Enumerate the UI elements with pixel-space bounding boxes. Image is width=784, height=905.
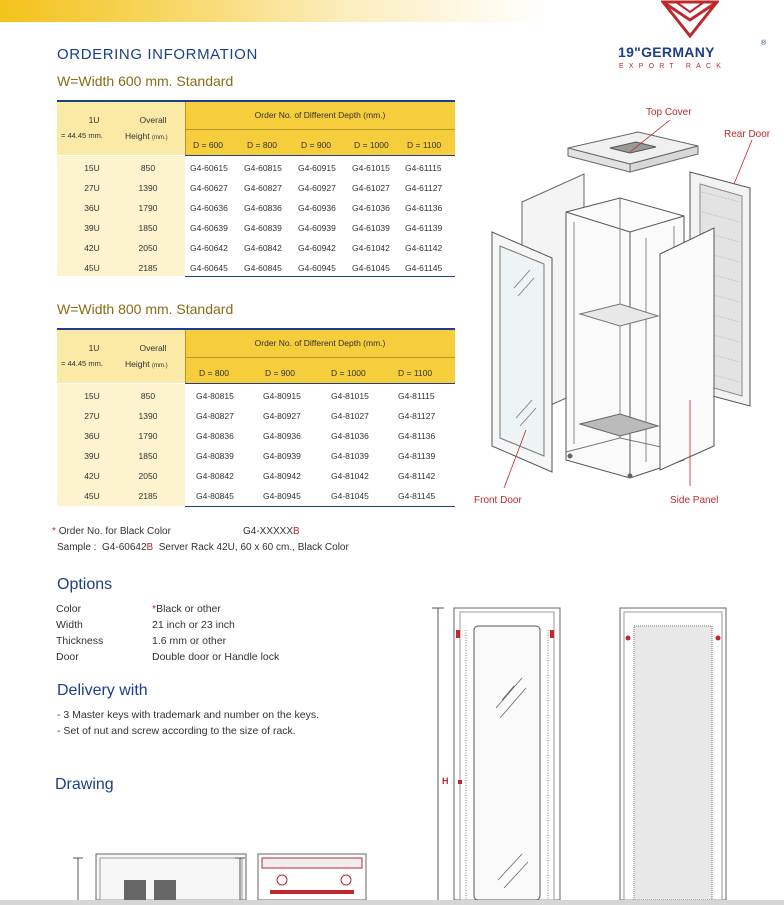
order-code: G4-61136 (405, 203, 443, 213)
front-elevation-icon (454, 608, 560, 900)
order-code: G4-60627 (190, 183, 228, 193)
row-u: 36U (84, 203, 100, 213)
order-code: G4-81039 (331, 451, 369, 461)
row-height: 2050 (138, 471, 158, 481)
black-color-code: G4-XXXXXB (243, 526, 300, 537)
order-code: G4-60639 (190, 223, 228, 233)
order-code: G4-60936 (298, 203, 336, 213)
rack-exploded-diagram (470, 100, 780, 520)
order-table-600 (57, 100, 455, 278)
order-code: G4-60942 (298, 243, 336, 253)
row-u: 39U (84, 223, 100, 233)
order-code: G4-81139 (398, 451, 436, 461)
row-u: 36U (84, 431, 100, 441)
black-color-note: * Order No. for Black Color (52, 526, 171, 537)
order-code: G4-60642 (190, 243, 228, 253)
order-code: G4-80942 (263, 471, 301, 481)
order-code: G4-61036 (352, 203, 390, 213)
option-value: Double door or Handle lock (152, 651, 280, 663)
order-code: G4-60945 (298, 263, 336, 273)
order-code: G4-81027 (331, 411, 369, 421)
rack-top-view-drawing (70, 852, 390, 900)
order-code: G4-81127 (398, 411, 436, 421)
order-code: G4-61015 (352, 163, 390, 173)
order-code: G4-80839 (196, 451, 234, 461)
depth-header: D = 1100 (407, 140, 442, 150)
delivery-title: Delivery with (57, 682, 148, 699)
order-code: G4-61027 (352, 183, 390, 193)
table800-title: W=Width 800 mm. Standard (57, 301, 234, 317)
order-code: G4-60915 (298, 163, 336, 173)
order-code: G4-81136 (398, 431, 436, 441)
row-u: 42U (84, 243, 100, 253)
order-code: G4-80915 (263, 391, 301, 401)
depth-header: D = 1100 (398, 368, 433, 378)
order-table-800 (57, 328, 455, 508)
order-code: G4-61039 (352, 223, 390, 233)
order-code: G4-60827 (244, 183, 282, 193)
logo-mark-icon (661, 0, 719, 40)
order-code: G4-60645 (190, 263, 228, 273)
front-door-icon (492, 232, 552, 472)
depth-header: D = 800 (247, 140, 278, 150)
bottom-edge-bar (0, 900, 784, 905)
order-code: G4-81115 (398, 391, 435, 401)
order-code: G4-61145 (405, 263, 443, 273)
option-label: Color (56, 603, 82, 615)
row-u: 45U (84, 263, 100, 273)
height-label: H (442, 776, 449, 786)
col-height-bottom: Height (mm.) (125, 131, 168, 141)
order-code: G4-60815 (244, 163, 282, 173)
row-u: 15U (84, 391, 100, 401)
order-code: G4-60615 (190, 163, 228, 173)
order-code: G4-80845 (196, 491, 234, 501)
page-title: ORDERING INFORMATION (57, 46, 258, 63)
option-value: 1.6 mm or other (152, 635, 227, 647)
order-code: G4-60939 (298, 223, 336, 233)
col-1u-top: 1U (88, 115, 100, 125)
depth-header: D = 900 (265, 368, 296, 378)
order-code: G4-60842 (244, 243, 282, 253)
order-code: G4-81142 (398, 471, 436, 481)
col-1u-top: 1U (88, 343, 100, 353)
option-value: 21 inch or 23 inch (152, 619, 235, 631)
order-code: G4-81015 (331, 391, 369, 401)
depth-header: D = 1000 (331, 368, 366, 378)
col-1u-bottom: = 44.45 mm. (61, 359, 103, 368)
drawing-title: Drawing (55, 776, 114, 793)
order-code: G4-61142 (405, 243, 443, 253)
option-value: *Black or other (152, 603, 221, 615)
row-height: 850 (140, 391, 156, 401)
row-u: 39U (84, 451, 100, 461)
depth-header: D = 800 (199, 368, 230, 378)
label-side-panel: Side Panel (670, 495, 719, 506)
order-code: G4-60636 (190, 203, 228, 213)
top-cover-icon (568, 132, 698, 172)
delivery-item: - 3 Master keys with trademark and number on the keys. (57, 709, 320, 721)
group-header: Order No. of Different Depth (mm.) (254, 338, 386, 348)
rack-elevation-drawing (430, 600, 760, 900)
order-code: G4-81045 (331, 491, 369, 501)
order-code: G4-61045 (352, 263, 390, 273)
option-label: Width (56, 619, 83, 631)
row-height: 850 (140, 163, 156, 173)
registered-mark: ® (761, 40, 767, 47)
row-height: 1390 (138, 183, 158, 193)
sample-line: Sample : G4-60642B Server Rack 42U, 60 x 60 cm., Black Color (57, 542, 349, 553)
order-code: G4-81036 (331, 431, 369, 441)
order-code: G4-61115 (405, 163, 442, 173)
order-code: G4-81145 (398, 491, 436, 501)
row-height: 1850 (138, 223, 158, 233)
row-u: 42U (84, 471, 100, 481)
row-height: 1390 (138, 411, 158, 421)
row-u: 15U (84, 163, 100, 173)
order-code: G4-80936 (263, 431, 301, 441)
label-top-cover: Top Cover (646, 107, 692, 118)
label-front-door: Front Door (474, 495, 522, 506)
order-code: G4-60845 (244, 263, 282, 273)
table-header-left (57, 100, 185, 155)
brand-logo (616, 0, 766, 76)
order-code: G4-60927 (298, 183, 336, 193)
options-title: Options (57, 576, 113, 593)
table-header-left (57, 328, 185, 383)
order-code: G4-61127 (405, 183, 443, 193)
row-height: 1790 (138, 431, 158, 441)
depth-header: D = 600 (193, 140, 224, 150)
order-code: G4-60836 (244, 203, 282, 213)
order-code: G4-80842 (196, 471, 234, 481)
order-code: G4-60839 (244, 223, 282, 233)
label-rear-door: Rear Door (724, 129, 771, 140)
logo-name: 19"GERMANY (618, 44, 715, 60)
rear-elevation-icon (620, 608, 726, 900)
row-height: 2185 (138, 263, 158, 273)
table600-title: W=Width 600 mm. Standard (57, 73, 234, 89)
col-height-bottom: Height (mm.) (125, 359, 168, 369)
group-header: Order No. of Different Depth (mm.) (254, 110, 386, 120)
order-code: G4-80836 (196, 431, 234, 441)
order-code: G4-80945 (263, 491, 301, 501)
col-1u-bottom: = 44.45 mm. (61, 131, 103, 140)
order-code: G4-80939 (263, 451, 301, 461)
option-label: Thickness (56, 635, 104, 647)
order-code: G4-61139 (405, 223, 443, 233)
depth-header: D = 900 (301, 140, 332, 150)
option-label: Door (56, 651, 79, 663)
row-height: 1850 (138, 451, 158, 461)
order-code: G4-80827 (196, 411, 234, 421)
row-u: 45U (84, 491, 100, 501)
col-height-top: Overall (139, 343, 167, 353)
delivery-item: - Set of nut and screw according to the size of rack. (57, 725, 296, 737)
depth-header: D = 1000 (354, 140, 389, 150)
row-height: 1790 (138, 203, 158, 213)
row-u: 27U (84, 411, 100, 421)
logo-tagline: EXPORT RACK (619, 63, 727, 70)
col-height-top: Overall (139, 115, 167, 125)
order-code: G4-80927 (263, 411, 301, 421)
order-code: G4-61042 (352, 243, 390, 253)
order-code: G4-81042 (331, 471, 369, 481)
order-code: G4-80815 (196, 391, 234, 401)
row-height: 2185 (138, 491, 158, 501)
row-height: 2050 (138, 243, 158, 253)
row-u: 27U (84, 183, 100, 193)
